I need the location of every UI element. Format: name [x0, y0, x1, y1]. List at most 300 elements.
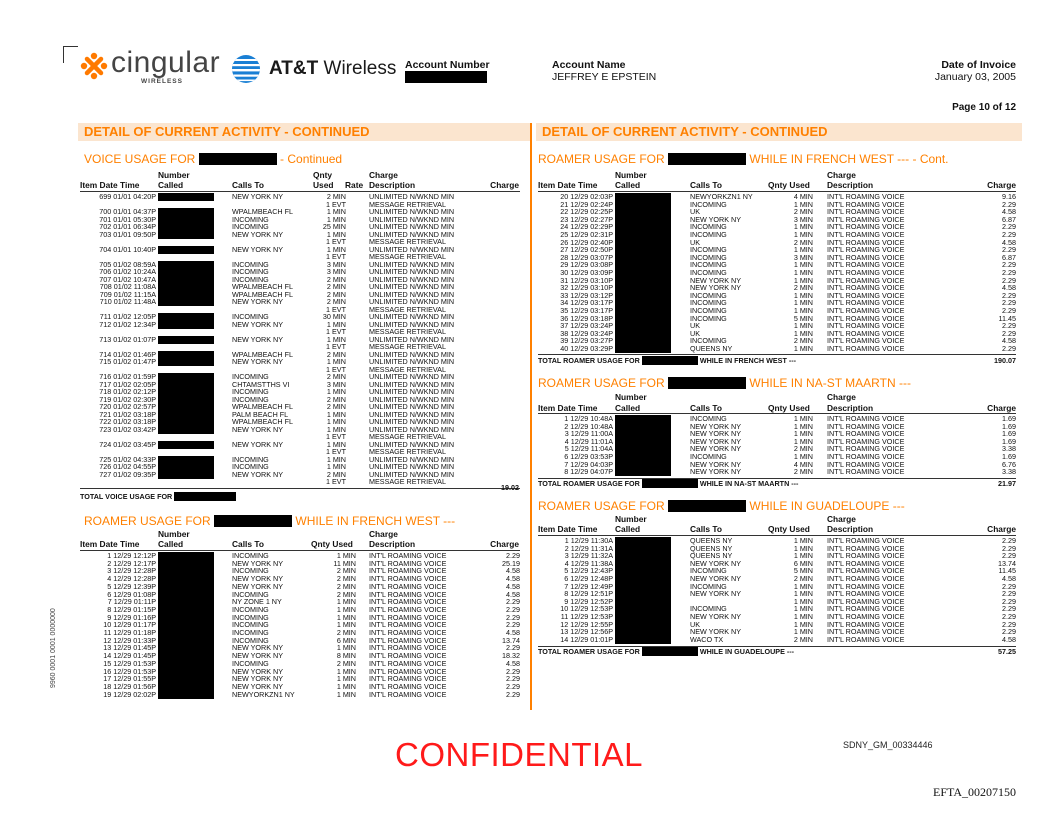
row-calls-to: INCOMING	[690, 336, 727, 346]
voice-title-redacted	[199, 153, 277, 165]
rh3-calls-to: Calls To	[690, 524, 722, 534]
row-qty: 1 MIN	[793, 328, 813, 338]
row-description: INT'L ROAMING VOICE	[827, 252, 905, 262]
row-item: 21 12/29 02:24P	[560, 199, 613, 209]
row-calls-to: NEW YORK NY	[232, 334, 283, 344]
row-item: 7 12/29 12:49P	[564, 581, 613, 591]
row-qty: 1 MIN	[336, 604, 356, 614]
row-item: 33 12/29 03:12P	[560, 290, 613, 300]
row-item: 1 12/29 11:30A	[564, 536, 613, 545]
account-number-label: Account Number	[405, 59, 490, 71]
row-charge: 2.29	[506, 620, 520, 630]
row-charge: 2.29	[1002, 589, 1016, 599]
row-description: INT'L ROAMING VOICE	[827, 429, 905, 439]
row-description: UNLIMITED N/WKND MIN	[369, 469, 455, 479]
rh3-description: Description	[827, 524, 874, 534]
rh2-number: Number	[615, 392, 647, 402]
row-description: INT'L ROAMING VOICE	[827, 574, 905, 583]
cingular-wireless-sub: WIRELESS	[141, 78, 183, 85]
row-description: UNLIMITED N/WKND MIN	[369, 379, 455, 389]
fw-total-label	[538, 356, 796, 365]
row-charge: 2.29	[1002, 543, 1016, 553]
row-qty: 1 MIN	[326, 229, 346, 239]
row-charge: 2.29	[1002, 260, 1016, 270]
row-qty: 1 MIN	[336, 681, 356, 691]
row-description: INT'L ROAMING VOICE	[827, 421, 905, 431]
row-description: MESSAGE RETRIEVAL	[369, 447, 446, 456]
row-description: INT'L ROAMING VOICE	[827, 344, 905, 353]
row-calls-to: INCOMING	[232, 454, 269, 464]
row-calls-to: NEW YORK NY	[690, 558, 741, 568]
row-qty: 2 MIN	[793, 237, 813, 247]
row-item: 712 01/02 12:34P	[99, 319, 156, 329]
row-calls-to: NEW YORK NY	[690, 283, 741, 293]
row-description: INT'L ROAMING VOICE	[827, 627, 905, 637]
row-qty: 1 MIN	[326, 424, 346, 434]
row-item: 701 01/01 05:30P	[99, 214, 156, 224]
row-charge: 2.29	[1002, 536, 1016, 545]
row-calls-to: UK	[690, 328, 700, 338]
row-description: INT'L ROAMING VOICE	[827, 214, 905, 224]
row-description: INT'L ROAMING VOICE	[827, 467, 905, 477]
row-calls-to: NEW YORK NY	[232, 244, 283, 254]
row-charge: 2.29	[1002, 275, 1016, 285]
row-qty: 1 MIN	[336, 643, 356, 653]
row-item: 19 12/29 02:02P	[103, 689, 156, 699]
row-calls-to: INCOMING	[690, 230, 727, 239]
row-calls-to: INCOMING	[690, 290, 727, 300]
row-item: 30 12/29 03:09P	[560, 268, 613, 277]
att-wordmark	[269, 58, 396, 80]
maartn-total-redacted	[642, 479, 698, 488]
row-item: 14 12/29 01:01P	[560, 634, 613, 644]
row-item: 5 12/29 12:43P	[564, 566, 613, 576]
row-description: UNLIMITED N/WKND MIN	[369, 417, 455, 426]
row-calls-to: INCOMING	[232, 387, 269, 396]
row-description: UNLIMITED N/WKND MIN	[369, 214, 455, 224]
row-calls-to: NEW YORK NY	[690, 429, 741, 439]
account-name-value: JEFFREY E EPSTEIN	[552, 71, 657, 83]
row-qty: 2 MIN	[336, 574, 356, 584]
row-description: UNLIMITED N/WKND MIN	[369, 244, 455, 254]
row-qty: 1 MIN	[793, 321, 813, 331]
row-description: UNLIMITED N/WKND MIN	[369, 409, 455, 419]
row-item: 3 12/29 12:28P	[107, 566, 156, 576]
row-charge: 2.29	[506, 674, 520, 684]
row-item: 34 12/29 03:17P	[560, 298, 613, 308]
row-charge: 13.74	[998, 558, 1016, 568]
row-calls-to: INCOMING	[690, 199, 727, 209]
row-description: INT'L ROAMING VOICE	[369, 589, 447, 599]
row-calls-to: INCOMING	[232, 551, 269, 560]
row-description: INT'L ROAMING VOICE	[827, 452, 905, 461]
row-description: INT'L ROAMING VOICE	[369, 666, 447, 676]
invoice-date-value: January 03, 2005	[934, 71, 1016, 83]
rh3-charge-top: Charge	[827, 514, 856, 524]
row-charge: 2.29	[1002, 612, 1016, 621]
row-qty: 2 MIN	[326, 469, 346, 479]
rh1-description: Description	[827, 180, 874, 190]
row-qty: 1 MIN	[326, 409, 346, 419]
row-charge: 2.29	[1002, 268, 1016, 277]
row-item: 10 12/29 01:17P	[103, 620, 156, 630]
row-calls-to: NEW YORK NY	[232, 469, 283, 479]
row-qty: 1 MIN	[793, 551, 813, 561]
row-calls-to: QUEENS NY	[690, 536, 733, 545]
row-item: 706 01/02 10:24A	[99, 267, 156, 276]
row-item: 18 12/29 01:56P	[103, 681, 156, 691]
row-qty: 1 MIN	[326, 439, 346, 449]
row-calls-to: INCOMING	[690, 252, 727, 262]
row-calls-to: NEW YORK NY	[232, 229, 283, 239]
table-row	[80, 691, 520, 699]
row-item: 713 01/02 01:07P	[99, 334, 156, 344]
row-charge: 1.69	[1002, 436, 1016, 446]
roamer-fw-cont-prefix: ROAMER USAGE FOR	[538, 152, 665, 166]
row-calls-to: NEW YORK NY	[232, 558, 283, 568]
roamer-guadeloupe-title	[538, 499, 905, 513]
row-description: INT'L ROAMING VOICE	[369, 620, 447, 630]
row-calls-to: WPALMBEACH FL	[232, 417, 293, 426]
fw-total-rule	[538, 354, 1016, 355]
row-qty: 1 MIN	[793, 589, 813, 599]
att-wireless-logo	[231, 54, 396, 84]
account-name-label: Account Name	[552, 59, 626, 71]
row-calls-to: INCOMING	[690, 260, 727, 270]
row-calls-to: WPALMBEACH FL	[232, 289, 293, 299]
row-item: 8 12/29 12:51P	[564, 589, 613, 599]
row-calls-to: PALM BEACH FL	[232, 409, 289, 419]
invoice-date-label: Date of Invoice	[941, 59, 1016, 71]
fw-total-redacted	[642, 356, 698, 365]
rh1-charge: Charge	[987, 180, 1016, 190]
row-charge: 13.74	[502, 635, 520, 645]
row-qty: 3 MIN	[326, 259, 346, 269]
row-item: 721 01/02 03:18P	[99, 409, 156, 419]
row-calls-to: UK	[690, 619, 700, 629]
voice-total-text: TOTAL VOICE USAGE FOR	[80, 492, 173, 501]
table-row	[538, 636, 1016, 644]
row-item: 12 12/29 01:33P	[103, 635, 156, 645]
row-description: UNLIMITED N/WKND MIN	[369, 334, 455, 344]
row-item: 5 12/29 12:39P	[107, 581, 156, 591]
row-charge: 2.29	[1002, 199, 1016, 209]
row-charge: 3.38	[1002, 467, 1016, 477]
row-item: 703 01/01 09:50P	[99, 229, 156, 239]
row-description: INT'L ROAMING VOICE	[827, 604, 905, 614]
att-wordmark-rest: Wireless	[318, 58, 397, 79]
row-qty: 2 MIN	[326, 402, 346, 411]
row-qty: 2 MIN	[336, 589, 356, 599]
row-description: UNLIMITED N/WKND MIN	[369, 454, 455, 464]
rh1-charge-top: Charge	[827, 170, 856, 180]
row-calls-to: CHTAMSTTHS VI	[232, 379, 290, 389]
row-description: INT'L ROAMING VOICE	[827, 230, 905, 239]
row-qty: 2 MIN	[326, 282, 346, 291]
row-item: 20 12/29 02:03P	[560, 192, 613, 201]
row-calls-to: NEW YORK NY	[232, 439, 283, 449]
row-item: 708 01/02 11:08A	[99, 282, 156, 291]
maartn-title-redacted	[668, 377, 746, 389]
row-charge: 2.29	[506, 597, 520, 607]
row-charge: 1.69	[1002, 429, 1016, 439]
page-number: Page 10 of 12	[952, 102, 1016, 113]
row-item: 28 12/29 03:07P	[560, 252, 613, 262]
row-item: 1 12/29 10:48A	[564, 414, 613, 423]
row-description: INT'L ROAMING VOICE	[827, 589, 905, 599]
row-item: 710 01/02 11:48A	[99, 297, 156, 306]
row-qty: 5 MIN	[793, 566, 813, 576]
row-qty: 25 MIN	[322, 222, 346, 231]
row-charge: 9.16	[1002, 192, 1016, 201]
guadeloupe-total-value: 57.25	[998, 647, 1016, 656]
row-description: INT'L ROAMING VOICE	[827, 566, 905, 576]
row-charge: 4.58	[506, 628, 520, 637]
row-item: 699 01/01 04:20P	[99, 192, 156, 201]
roamer-fw-hdr-description: Description	[369, 539, 416, 549]
row-item: 4 12/29 11:01A	[564, 436, 613, 446]
voice-title-prefix: VOICE USAGE FOR	[84, 152, 196, 166]
voice-total-value: 19.02	[501, 483, 519, 492]
row-qty: 1 MIN	[793, 612, 813, 621]
row-item: 717 01/02 02:05P	[99, 379, 156, 389]
row-qty: 2 MIN	[336, 628, 356, 637]
row-qty: 1 MIN	[336, 597, 356, 607]
row-qty: 1 EVT	[326, 304, 346, 314]
row-qty: 1 MIN	[793, 604, 813, 614]
row-qty: 4 MIN	[793, 192, 813, 201]
column-divider	[530, 123, 532, 710]
row-description: MESSAGE RETRIEVAL	[369, 364, 446, 374]
row-qty: 1 MIN	[336, 689, 356, 699]
row-description: MESSAGE RETRIEVAL	[369, 342, 446, 351]
row-qty: 1 MIN	[793, 627, 813, 637]
row-item: 36 12/29 03:18P	[560, 313, 613, 323]
rh2-description: Description	[827, 403, 874, 413]
table-row	[538, 345, 1016, 353]
row-description: INT'L ROAMING VOICE	[369, 628, 447, 637]
row-qty: 11 MIN	[333, 558, 356, 568]
side-control-stamp: 9960 0001 0001 0000000	[50, 608, 57, 688]
voice-total-redacted	[174, 492, 236, 501]
row-charge: 2.29	[1002, 290, 1016, 300]
row-qty: 8 MIN	[336, 651, 356, 661]
row-qty: 1 MIN	[793, 619, 813, 629]
row-qty: 4 MIN	[793, 459, 813, 469]
row-description: UNLIMITED N/WKND MIN	[369, 207, 455, 216]
row-description: INT'L ROAMING VOICE	[827, 306, 905, 315]
row-item: 10 12/29 12:53P	[560, 604, 613, 614]
row-calls-to: WPALMBEACH FL	[232, 207, 293, 216]
row-qty: 1 MIN	[793, 436, 813, 446]
row-item: 8 12/29 01:15P	[107, 604, 156, 614]
row-charge: 2.29	[1002, 596, 1016, 606]
row-charge: 4.58	[506, 658, 520, 668]
roamer-fw-hdr-called: Called	[158, 539, 184, 549]
row-calls-to: WPALMBEACH FL	[232, 282, 293, 291]
row-calls-to: UK	[690, 207, 700, 217]
row-description: INT'L ROAMING VOICE	[827, 612, 905, 621]
row-qty: 3 MIN	[326, 379, 346, 389]
row-description: INT'L ROAMING VOICE	[827, 260, 905, 270]
rh3-qnty-used: Qnty Used	[768, 524, 810, 534]
row-description: UNLIMITED N/WKND MIN	[369, 274, 455, 284]
rh2-qnty-used: Qnty Used	[768, 403, 810, 413]
row-qty: 1 MIN	[326, 334, 346, 344]
fw-total-mid: WHILE IN FRENCH WEST ---	[699, 356, 797, 365]
row-qty: 1 MIN	[793, 268, 813, 277]
roamer-fw-hdr-number: Number	[158, 529, 190, 539]
rh2-called: Called	[615, 403, 641, 413]
row-item: 702 01/01 06:34P	[99, 222, 156, 231]
row-description: UNLIMITED N/WKND MIN	[369, 439, 455, 449]
row-qty: 1 EVT	[326, 237, 346, 246]
row-qty: 1 MIN	[793, 260, 813, 270]
row-item: 7 12/29 04:03P	[564, 459, 613, 469]
row-qty: 2 MIN	[793, 283, 813, 293]
row-calls-to: NEW YORK NY	[690, 467, 741, 477]
row-qty: 2 MIN	[326, 372, 346, 381]
voice-title-suffix: - Continued	[280, 152, 343, 166]
row-item: 13 12/29 01:45P	[103, 643, 156, 653]
row-qty: 1 MIN	[793, 245, 813, 255]
row-charge: 11.45	[998, 566, 1016, 576]
row-description: UNLIMITED N/WKND MIN	[369, 229, 455, 239]
row-description: UNLIMITED N/WKND MIN	[369, 372, 455, 381]
row-calls-to: INCOMING	[232, 267, 269, 276]
row-description: INT'L ROAMING VOICE	[369, 597, 447, 607]
row-item: 40 12/29 03:29P	[560, 344, 613, 353]
voice-hdr-called: Called	[158, 180, 184, 190]
voice-hdr-rate: Rate	[345, 180, 364, 190]
row-description: INT'L ROAMING VOICE	[827, 192, 905, 201]
row-description: MESSAGE RETRIEVAL	[369, 237, 446, 246]
row-item: 4 12/29 12:28P	[107, 574, 156, 584]
row-qty: 1 MIN	[793, 230, 813, 239]
maartn-title-suffix: WHILE IN NA-ST MAARTN ---	[749, 376, 911, 390]
row-qty: 1 MIN	[326, 357, 346, 366]
row-calls-to: INCOMING	[690, 581, 727, 591]
row-description: INT'L ROAMING VOICE	[827, 336, 905, 346]
row-charge: 2.29	[1002, 230, 1016, 239]
row-item: 722 01/02 03:18P	[99, 417, 156, 426]
row-description: INT'L ROAMING VOICE	[827, 459, 905, 469]
row-description: INT'L ROAMING VOICE	[369, 635, 447, 645]
row-charge: 2.29	[506, 604, 520, 614]
row-qty: 3 MIN	[793, 252, 813, 262]
row-qty: 1 MIN	[793, 543, 813, 553]
row-item: 716 01/02 01:59P	[99, 372, 156, 381]
row-calls-to: QUEENS NY	[690, 551, 733, 561]
rh2-item: Item Date Time	[538, 403, 598, 413]
row-calls-to: INCOMING	[232, 566, 269, 576]
row-item: 700 01/01 04:37P	[99, 207, 156, 216]
row-item: 38 12/29 03:24P	[560, 328, 613, 338]
bates-number: SDNY_GM_00334446	[843, 740, 933, 750]
row-item: 726 01/02 04:55P	[99, 462, 156, 471]
row-qty: 5 MIN	[793, 313, 813, 323]
row-calls-to: WPALMBEACH FL	[232, 349, 293, 359]
row-qty: 1 MIN	[793, 596, 813, 606]
att-globe-icon	[231, 54, 261, 84]
row-calls-to: NEW YORK NY	[690, 421, 741, 431]
row-calls-to: QUEENS NY	[690, 543, 733, 553]
row-calls-to: INCOMING	[232, 620, 269, 630]
row-item: 25 12/29 02:31P	[560, 230, 613, 239]
row-item: 727 01/02 09:35P	[99, 469, 156, 479]
row-item: 4 12/29 11:38A	[564, 558, 613, 568]
row-calls-to: INCOMING	[690, 604, 727, 614]
guadeloupe-total-mid: WHILE IN GUADELOUPE ---	[699, 647, 795, 656]
voice-hdr-description: Description	[369, 180, 416, 190]
row-item: 16 12/29 01:53P	[103, 666, 156, 676]
row-qty: 1 MIN	[793, 581, 813, 591]
row-calls-to: INCOMING	[232, 394, 269, 404]
row-qty: 1 EVT	[326, 447, 346, 456]
maartn-total-text: TOTAL ROAMER USAGE FOR	[538, 479, 640, 488]
row-qty: 1 MIN	[326, 462, 346, 471]
row-item: 9 12/29 01:16P	[107, 612, 156, 622]
row-item: 2 12/29 11:31A	[564, 543, 613, 553]
row-qty: 1 EVT	[326, 364, 346, 374]
row-charge: 2.29	[1002, 604, 1016, 614]
row-item: 709 01/02 11:15A	[99, 289, 156, 299]
row-description: INT'L ROAMING VOICE	[827, 551, 905, 561]
row-qty: 1 MIN	[793, 306, 813, 315]
row-item: 23 12/29 02:27P	[560, 214, 613, 224]
row-item: 39 12/29 03:27P	[560, 336, 613, 346]
row-item: 720 01/02 02:57P	[99, 402, 156, 411]
row-item: 3 12/29 11:00A	[564, 429, 613, 439]
guadeloupe-total-text: TOTAL ROAMER USAGE FOR	[538, 647, 640, 656]
roamer-fw-title-redacted	[214, 515, 292, 527]
row-qty: 1 MIN	[793, 421, 813, 431]
rh2-charge-top: Charge	[827, 392, 856, 402]
row-calls-to: INCOMING	[232, 372, 269, 381]
account-number-redacted	[405, 71, 487, 83]
row-item: 9 12/29 12:52P	[564, 596, 613, 606]
roamer-fw-hdr-calls-to: Calls To	[232, 539, 264, 549]
rh3-called: Called	[615, 524, 641, 534]
row-description: INT'L ROAMING VOICE	[827, 245, 905, 255]
maartn-total-label	[538, 479, 798, 488]
row-charge: 2.29	[1002, 245, 1016, 255]
row-qty: 1 EVT	[326, 432, 346, 441]
row-charge: 2.29	[1002, 619, 1016, 629]
guadeloupe-title-redacted	[668, 500, 746, 512]
row-charge: 2.29	[1002, 306, 1016, 315]
row-qty: 1 MIN	[793, 298, 813, 308]
row-calls-to: INCOMING	[232, 214, 269, 224]
row-charge: 2.29	[1002, 222, 1016, 232]
row-description: UNLIMITED N/WKND MIN	[369, 297, 455, 306]
row-calls-to: INCOMING	[232, 462, 269, 471]
corner-crop-mark	[63, 46, 78, 63]
row-charge: 4.58	[506, 581, 520, 591]
row-description: INT'L ROAMING VOICE	[369, 574, 447, 584]
row-description: INT'L ROAMING VOICE	[369, 658, 447, 668]
rh1-calls-to: Calls To	[690, 180, 722, 190]
row-description: INT'L ROAMING VOICE	[827, 444, 905, 454]
voice-hdr-used: Used	[313, 180, 334, 190]
rh2-charge: Charge	[987, 403, 1016, 413]
row-qty: 1 MIN	[326, 244, 346, 254]
row-item: 715 01/02 01:47P	[99, 357, 156, 366]
row-qty: 2 MIN	[793, 444, 813, 454]
row-charge: 6.87	[1002, 214, 1016, 224]
row-qty: 2 MIN	[326, 297, 346, 306]
row-qty: 2 MIN	[336, 658, 356, 668]
